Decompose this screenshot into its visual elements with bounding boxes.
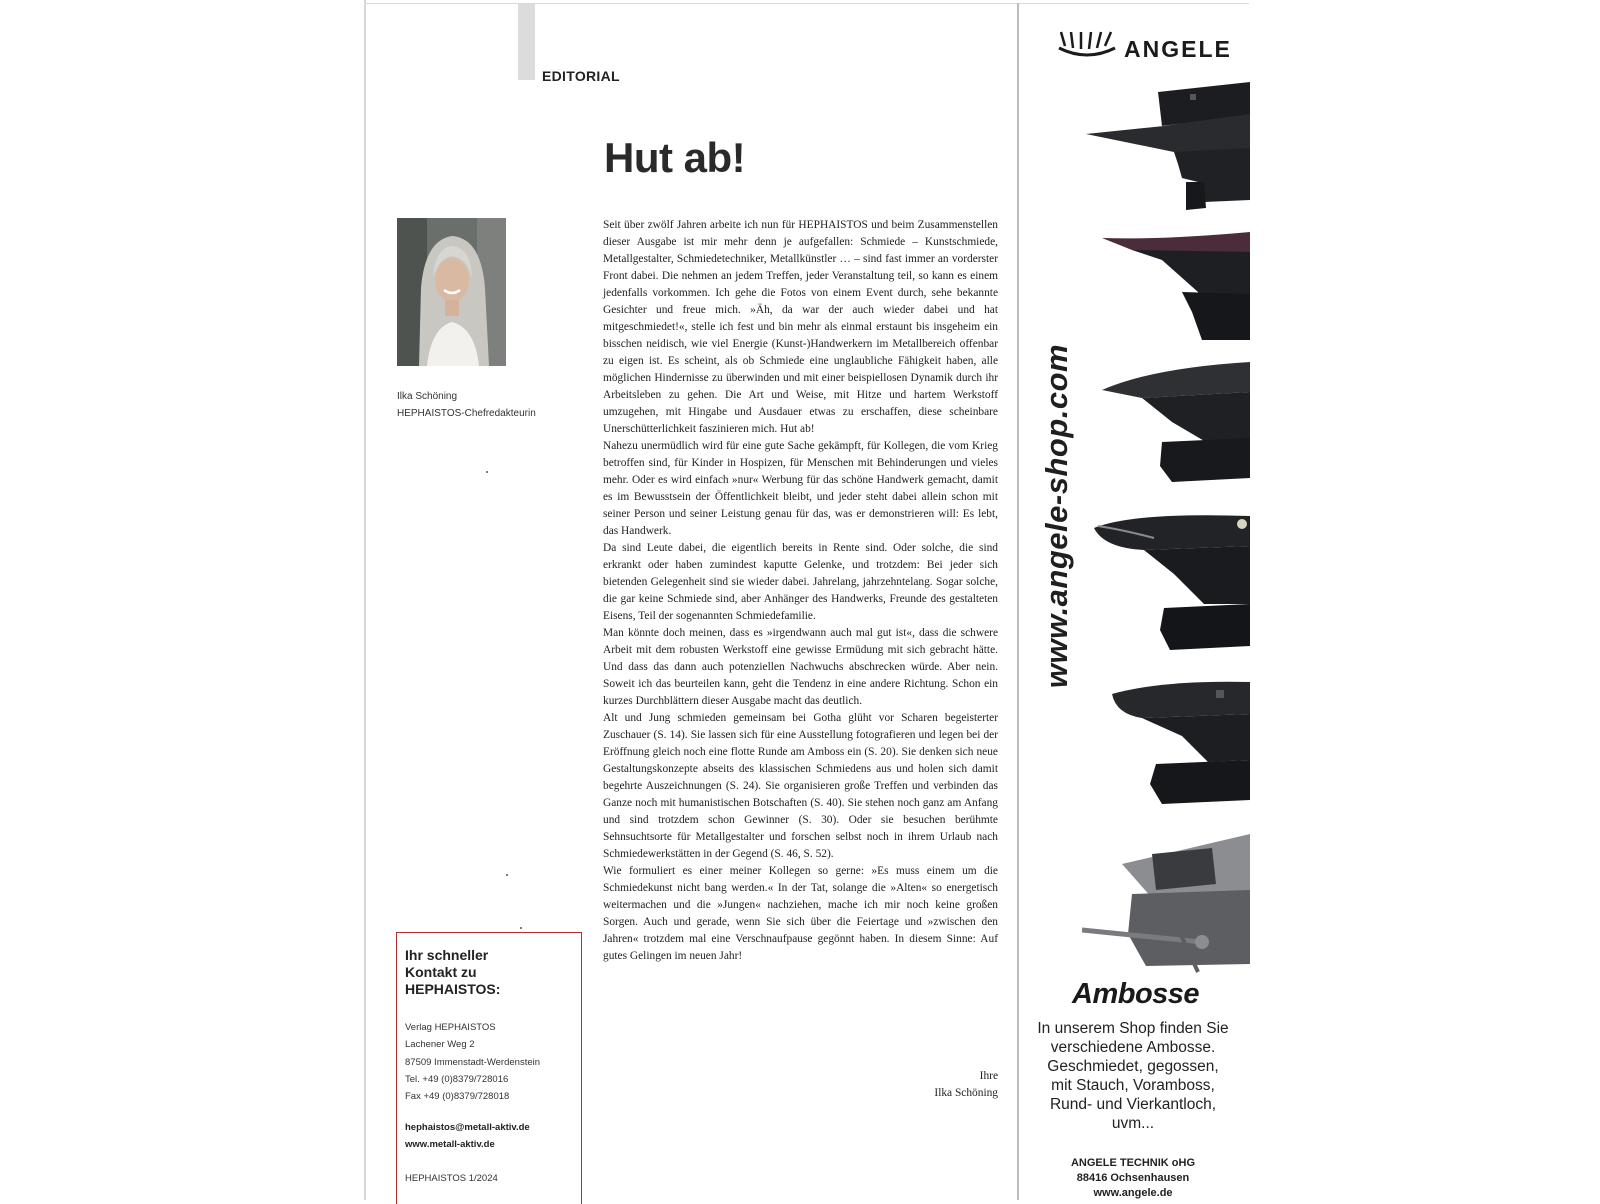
portrait-illustration <box>397 218 506 366</box>
ad-company-block <box>1030 1156 1236 1201</box>
anvil-image-2 <box>1102 232 1250 342</box>
body-paragraph: Nahezu unermüdlich wird für eine gute Sache gekämpft, für Kollegen, die vom Krieg betroffen sind, für Kinder in Hospizen, für Menschen mit Behinderungen und vieles mehr. Oder es wird einfach »nur« Werbung für das schöne Handwerk gemacht, damit es im Bewusstsein der Öffentlichkeit bleibt, und jeder steht dabei allein schon mit seiner Person und seiner Leistung genau für das, was er demonstrieren will: Es lebt, das Handwerk. <box>603 440 998 537</box>
body-paragraph: Alt und Jung schmieden gemeinsam bei Gotha glüht vor Scharen begeisterter Zuschauer (S. 14). Sie lassen sich für eine Ausstellung fotografieren und legen bei der Eröffnung gleich noch eine flotte Runde am Amboss ein (S. 20). Sie denken sich neue Gestaltungskonzepte abseits des klassischen Schmiedens aus und holen sich damit begehrte Auszeichnungen (S. 24). Sie organisieren große Treffen und verbinden das Ganze noch mit humanistischen Botschaften (S. 40). Sie stehen noch ganz am Anfang und sind trotzdem schon Gewinner (S. 30). Oder sie besuchen berühmte Sehnsuchtsorte für Metallgestalter und forschen selbst noch in ihrem Urlaub nach Schmiedewerkstätten in der Gegend (S. 46, S. 52). <box>603 712 998 860</box>
ad-tagline <box>1030 1019 1236 1133</box>
scan-speck <box>520 927 522 929</box>
anvil-image-3 <box>1102 362 1250 482</box>
ad-tagline-line: Geschmiedet, gegossen, <box>1047 1058 1219 1075</box>
scan-speck <box>506 874 508 876</box>
editorial-body <box>603 217 998 965</box>
ad-tagline-line: In unserem Shop finden Sie <box>1037 1020 1229 1037</box>
ad-title: Ambosse <box>1072 978 1200 1010</box>
section-tab-marker <box>518 3 535 80</box>
ad-tagline-line: uvm... <box>1111 1115 1155 1132</box>
signoff-name: Ilka Schöning <box>934 1087 998 1099</box>
publisher-name: Verlag HEPHAISTOS <box>405 1022 496 1033</box>
ad-tagline-line: mit Stauch, Voramboss, <box>1051 1077 1215 1094</box>
anvil-vise-image <box>1082 834 1250 984</box>
publisher-street: Lachener Weg 2 <box>405 1039 475 1051</box>
contact-box <box>396 932 582 1204</box>
ad-divider <box>1017 3 1019 1200</box>
publisher-city: 87509 Immenstadt-Werdenstein <box>405 1056 541 1068</box>
ad-tagline-line: Rund- und Vierkantloch, <box>1049 1096 1216 1113</box>
angele-logo-icon <box>1055 28 1119 60</box>
section-label: EDITORIAL <box>542 68 620 84</box>
contact-address <box>405 1019 540 1105</box>
author-role: HEPHAISTOS-Chefredakteurin <box>397 408 536 419</box>
headline: Hut ab! <box>604 134 746 181</box>
page-edge <box>364 0 366 1200</box>
contact-email-link[interactable]: hephaistos@metall-aktiv.de <box>405 1122 530 1133</box>
anvil-image-1 <box>1086 82 1250 214</box>
ad-company-city: 88416 Ochsenhausen <box>1076 1172 1190 1184</box>
contact-title-line: Ihr schneller <box>405 947 489 963</box>
anvil-image-5 <box>1112 680 1250 804</box>
author-caption <box>397 388 536 422</box>
ad-company-web-link[interactable]: www.angele.de <box>1093 1187 1173 1199</box>
body-paragraph: Seit über zwölf Jahren arbeite ich nun für HEPHAISTOS und beim Zusammenstellen dieser Ausgabe ist mir mehr denn je aufgefallen: Schmiede – Kunstschmiede, Metallgestalter, Schmiedetechniker, Metallkünstler … – sind fast immer an vorderster Front dabei. Die nehmen an jedem Treffen, jeder Veranstaltung teil, so kann es einem jedenfalls vorkommen. Ich gehe die Fotos von einem Event durch, sehe bekannte Gesichter und freue mich. »Äh, da war der auch wieder dabei und hat mitgeschmiedet!«, stelle ich fest und bin mehr als einmal erstaunt bis insgeheim ein bisschen neidisch, wie viel Energie (Kunst-)Handwerkern im Metallbereich offenbar zu eigen ist. Es scheint, als ob Schmiede eine unglaubliche Fähigkeit haben, alle möglichen Hindernisse zu überwinden und mit einer beispiellosen Dynamik durch ihr Arbeitsleben zu gehen. Die Art und Weise, mit Hitze und hartem Werkstoff umzugehen, mit Hingabe und Ausdauer etwas zu erschaffen, diese scheinbare Unerschütterlichkeit faszinieren mich. Hut ab! <box>603 219 998 435</box>
ad-brand: ANGELE <box>1124 36 1232 62</box>
signoff <box>880 1068 998 1102</box>
body-paragraph: Wie formuliert es einer meiner Kollegen so gerne: »Es muss einem um die Schmiedekunst nicht bang werden.« In der Tat, solange die »Alten« so energetisch weitermachen und die »Jungen« nachziehen, mache ich mir noch keine großen Sorgen. Auch und gerade, wenn Sie sich über die Feiertage und »zwischen den Jahren« trotzdem mal eine Verschnaufpause gegönnt haben. In diesem Sinne: Auf gutes Gelingen im neuen Jahr! <box>603 865 998 962</box>
anvil-image-4 <box>1094 512 1250 652</box>
contact-online <box>405 1119 530 1153</box>
author-name: Ilka Schöning <box>397 391 458 402</box>
issue-label: HEPHAISTOS 1/2024 <box>405 1173 498 1184</box>
body-paragraph: Man könnte doch meinen, dass es »irgendwann auch mal gut ist«, dass die schwere Arbeit mit dem robusten Werkstoff eine gewisse Ermüdung mit sich gebracht hätte. Und dass das dann auch potenziellen Nachwuchs abschrecken würde. Aber nein. Soweit ich das beurteilen kann, geht die Tendenz in eine andere Richtung. Schon ein kurzes Durchblättern dieser Ausgabe macht das deutlich. <box>603 627 998 707</box>
ad-company-name: ANGELE TECHNIK oHG <box>1070 1157 1196 1169</box>
scan-speck <box>486 471 488 473</box>
body-paragraph: Da sind Leute dabei, die eigentlich bereits in Rente sind. Oder solche, die sind erkrankt oder haben zumindest kaputte Gelenke, und trotzdem: Bei jeder sich bietenden Gelegenheit sind sie wieder dabei. Jahrelang, jahrzehntelang. Sogar solche, die gar keine Schmiede sind, aber Anhänger des Handwerks, Freunde des gestalteten Eisens, Teil der sogenannten Schmiedefamilie. <box>603 542 998 622</box>
signoff-greeting: Ihre <box>979 1070 998 1082</box>
author-portrait <box>397 218 506 366</box>
publisher-fax: Fax +49 (0)8379/728018 <box>405 1091 510 1103</box>
contact-title-line: HEPHAISTOS: <box>405 981 501 997</box>
publisher-tel: Tel. +49 (0)8379/728016 <box>405 1073 509 1085</box>
contact-title-line: Kontakt zu <box>405 964 477 980</box>
ad-tagline-line: verschiedene Ambosse. <box>1050 1039 1216 1056</box>
page-top-edge <box>364 3 1249 4</box>
contact-website-link[interactable]: www.metall-aktiv.de <box>405 1139 495 1150</box>
ad-shop-url[interactable]: www.angele-shop.com <box>1039 343 1074 689</box>
contact-title <box>405 947 500 998</box>
